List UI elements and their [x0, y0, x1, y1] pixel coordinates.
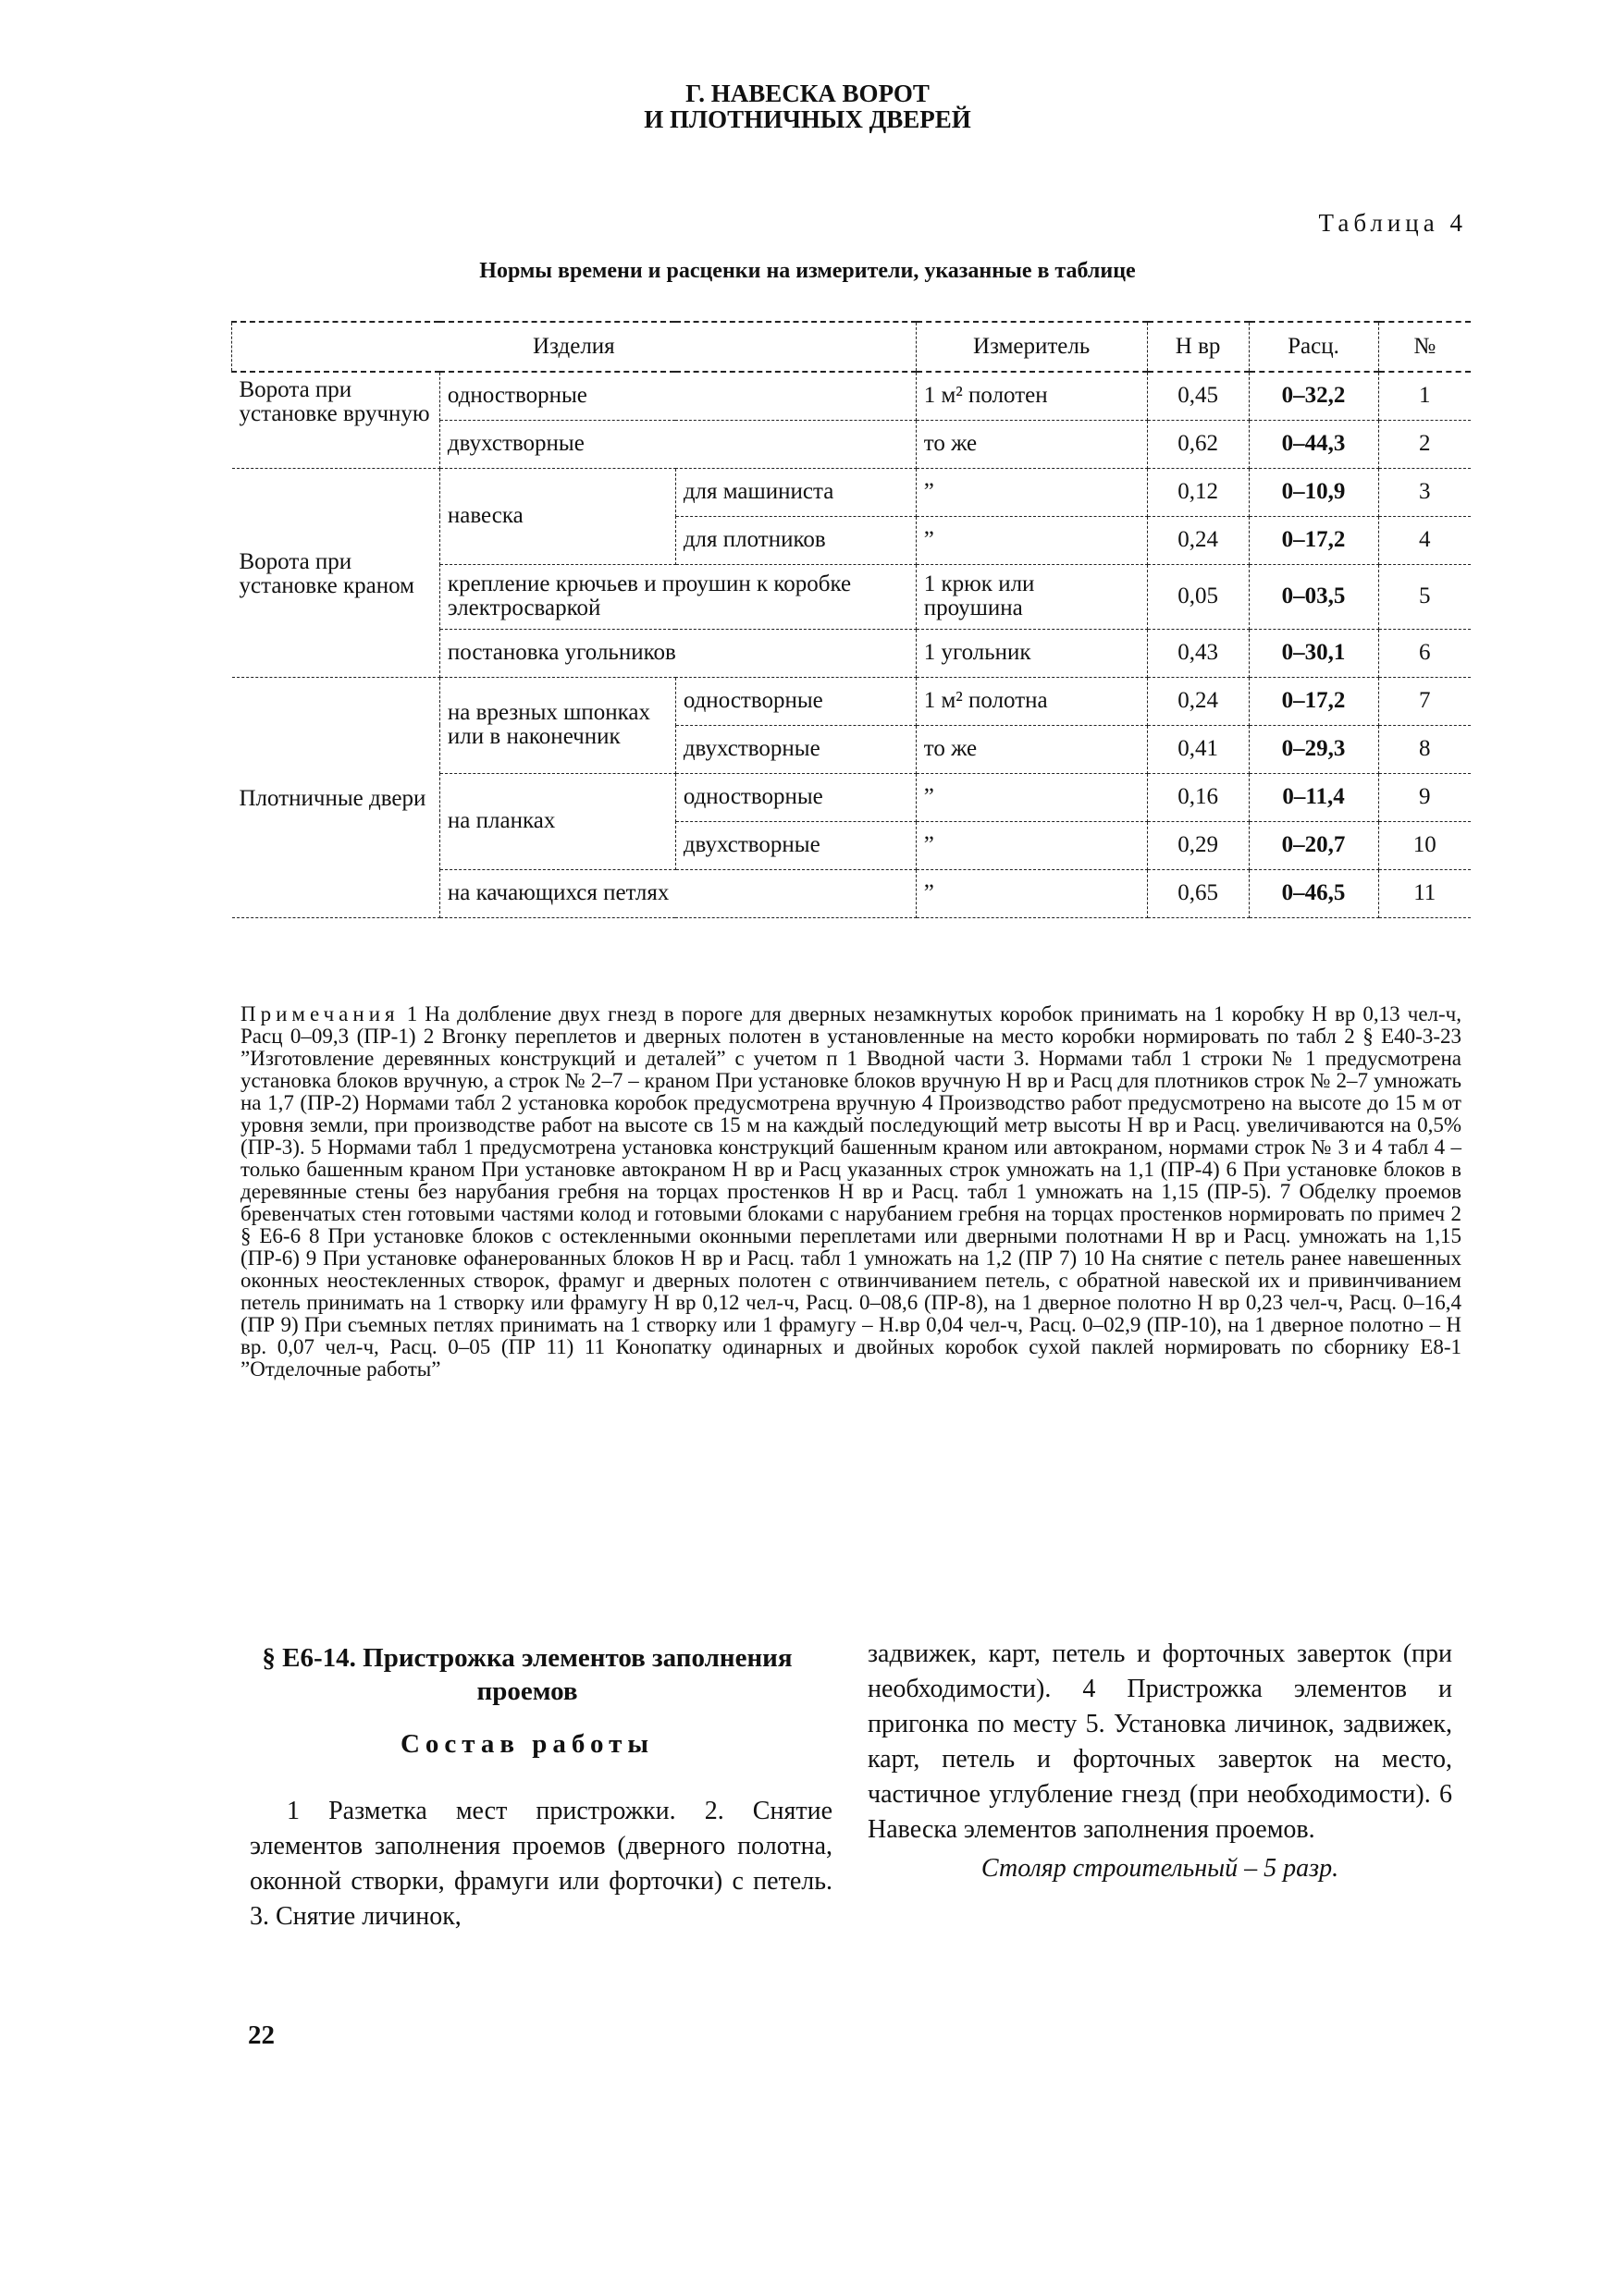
row-nvr: 0,24	[1147, 677, 1249, 725]
page-number: 22	[248, 2020, 275, 2050]
row-item: двухстворные	[675, 821, 916, 869]
row-unit: то же	[916, 725, 1147, 773]
row-item: одностворные	[675, 677, 916, 725]
row-rate: 0–20,7	[1249, 821, 1378, 869]
row-no: 8	[1378, 725, 1471, 773]
row-item: на качающихся петлях	[439, 869, 916, 917]
group-label: Плотничные двери	[232, 677, 440, 917]
row-rate: 0–17,2	[1249, 516, 1378, 564]
header-item: Изделия	[232, 322, 917, 372]
table-row	[232, 468, 1472, 516]
row-unit: ”	[916, 869, 1147, 917]
group-label: Ворота при установке краном	[232, 468, 440, 677]
row-no: 7	[1378, 677, 1471, 725]
row-nvr: 0,05	[1147, 564, 1249, 629]
row-nvr: 0,24	[1147, 516, 1249, 564]
row-no: 6	[1378, 629, 1471, 677]
row-no: 9	[1378, 773, 1471, 821]
row-rate: 0–03,5	[1249, 564, 1378, 629]
page-heading-line1: Г. НАВЕСКА ВОРОТ	[685, 80, 930, 107]
row-rate: 0–46,5	[1249, 869, 1378, 917]
row-unit: ”	[916, 773, 1147, 821]
row-nvr: 0,41	[1147, 725, 1249, 773]
row-unit: ”	[916, 468, 1147, 516]
row-rate: 0–11,4	[1249, 773, 1378, 821]
row-nvr: 0,29	[1147, 821, 1249, 869]
row-no: 2	[1378, 420, 1471, 468]
header-unit: Измеритель	[916, 322, 1147, 372]
table-row	[232, 372, 1472, 420]
row-unit: то же	[916, 420, 1147, 468]
row-item: для плотников	[675, 516, 916, 564]
row-no: 3	[1378, 468, 1471, 516]
table-row	[232, 677, 1472, 725]
notes-text: 1 На долбление двух гнезд в пороге для дверных незамкнутых коробок принимать на 1 коробку Н вр 0,13 чел-ч, Расц 0–09,3 (ПР-1) 2 Вгонку переплетов и дверных полотен в установленные на место коробки нормировать по табл 2 § Е40-3-23 ”Изготовление деревянных конструкций и деталей” с учетом п 1 Вводной части 3. Нормами табл 1 строки № 1 предусмотрена установка блоков вручную, а строк № 2–7 – краном При установке блоков вручную Н вр и Расц для плотников строк № 2–7 умножать на 1,7 (ПР-2) Нормами табл 2 установка коробок предусмотрена вручную 4 Производство работ предусмотрено на высоте до 15 м от уровня земли, при производстве работ на высоте св 15 м на каждый последующий метр высоты Н вр и Расц. увеличиваются на 0,5% (ПР-3). 5 Нормами табл 1 предусмотрена установка конструкций башенным краном или автокраном, нормами строк № 3 и 4 табл 4 – только башенным краном При установке автокраном Н вр и Расц указанных строк умножать на 1,1 (ПР-4) 6 При установке блоков в деревянные стены без нарубания гребня на торцах простенков Н вр и Расц. табл 1 умножать на 1,15 (ПР-5). 7 Обделку проемов бревенчатых стен готовыми частями колод и готовыми блоками с нарубанием гребня на торцах простенков нормировать по примеч 2 § Е6-6 8 При установке блоков с остекленными оконными переплетами или дверными полотнами Н вр и Расц. умножать на 1,15 (ПР-6) 9 При установке офанерованных блоков Н вр и Расц. табл 1 умножать на 1,2 (ПР 7) 10 На снятие с петель ранее навешенных оконных неостекленных створок, фрамуг и дверных полотен с отвинчиванием петель, с обратной навеской их и привинчиванием петель принимать на 1 створку или фрамугу Н вр 0,12 чел-ч, Расц. 0–08,6 (ПР-8), на 1 дверное полотно Н вр 0,23 чел-ч, Расц. 0–16,4 (ПР 9) При съемных петлях принимать на 1 створку или 1 фрамугу – Н.вр 0,04 чел-ч, Расц. 0–02,9 (ПР-10), на 1 дверное полотно – Н вр. 0,07 чел-ч, Расц. 0–05 (ПР 11) 11 Конопатку одинарных и двойных коробок сухой паклей нормировать по сборнику Е8-1 ”Отделочные работы”	[240, 1002, 1461, 1381]
row-item: постановка угольников	[439, 629, 916, 677]
row-rate: 0–30,1	[1249, 629, 1378, 677]
row-unit: ”	[916, 516, 1147, 564]
row-item: одностворные	[675, 773, 916, 821]
row-no: 11	[1378, 869, 1471, 917]
section-right-column	[868, 1637, 1452, 1886]
notes-lead: Примечания	[240, 1002, 400, 1025]
row-nvr: 0,65	[1147, 869, 1249, 917]
section-right-text: задвижек, карт, петель и форточных заверток (при необходимости). 4 Пристрожка элементов и пригонка по месту 5. Установка личинок, задвижек, карт, петель и форточных заверток на место, частичное углубление гнезд (при необходимости). 6 Навеска элементов заполнения проемов.	[868, 1639, 1452, 1844]
section-left-column: 1 Разметка мест пристрожки. 2. Снятие элементов заполнения проемов (дверного полотна, оконной створки, фрамуги или форточки) с петель. 3. Снятие личинок,	[250, 1797, 832, 1931]
row-no: 5	[1378, 564, 1471, 629]
worker-grade: Столяр строительный – 5 разр.	[980, 1854, 1339, 1883]
row-rate: 0–10,9	[1249, 468, 1378, 516]
row-rate: 0–29,3	[1249, 725, 1378, 773]
page-heading-line2: И ПЛОТНИЧНЫХ ДВЕРЕЙ	[644, 105, 971, 133]
row-unit: 1 м² полотна	[916, 677, 1147, 725]
row-item: двухстворные	[439, 420, 916, 468]
table-header-row	[232, 322, 1472, 372]
table-notes	[240, 1003, 1461, 1381]
row-rate: 0–32,2	[1249, 372, 1378, 420]
row-unit: 1 крюк или проушина	[916, 564, 1147, 629]
row-unit: 1 угольник	[916, 629, 1147, 677]
subgroup-label: навеска	[439, 468, 675, 564]
group-label: Ворота при установке вручную	[232, 372, 440, 468]
norms-table	[231, 321, 1471, 918]
row-nvr: 0,45	[1147, 372, 1249, 420]
row-nvr: 0,43	[1147, 629, 1249, 677]
row-no: 4	[1378, 516, 1471, 564]
row-item: для машиниста	[675, 468, 916, 516]
row-nvr: 0,62	[1147, 420, 1249, 468]
subgroup-label: на врезных шпонках или в наконечник	[439, 677, 675, 773]
table-caption: Нормы времени и расценки на измерители, указанные в таблице	[479, 259, 1136, 283]
row-item: одностворные	[439, 372, 916, 420]
subgroup-label: на планках	[439, 773, 675, 869]
header-rate: Расц.	[1249, 322, 1378, 372]
row-nvr: 0,12	[1147, 468, 1249, 516]
row-rate: 0–44,3	[1249, 420, 1378, 468]
row-no: 1	[1378, 372, 1471, 420]
row-rate: 0–17,2	[1249, 677, 1378, 725]
row-unit: ”	[916, 821, 1147, 869]
header-nvr: Н вр	[1147, 322, 1249, 372]
row-item: крепление крючьев и проушин к коробке электросваркой	[439, 564, 916, 629]
table-label: Таблица 4	[1318, 209, 1467, 237]
section-subtitle: Состав работы	[400, 1729, 655, 1759]
row-unit: 1 м² полотен	[916, 372, 1147, 420]
section-title: § Е6-14. Пристрожка элементов заполнения проемов	[262, 1643, 793, 1706]
row-nvr: 0,16	[1147, 773, 1249, 821]
row-item: двухстворные	[675, 725, 916, 773]
row-no: 10	[1378, 821, 1471, 869]
header-no: №	[1378, 322, 1471, 372]
